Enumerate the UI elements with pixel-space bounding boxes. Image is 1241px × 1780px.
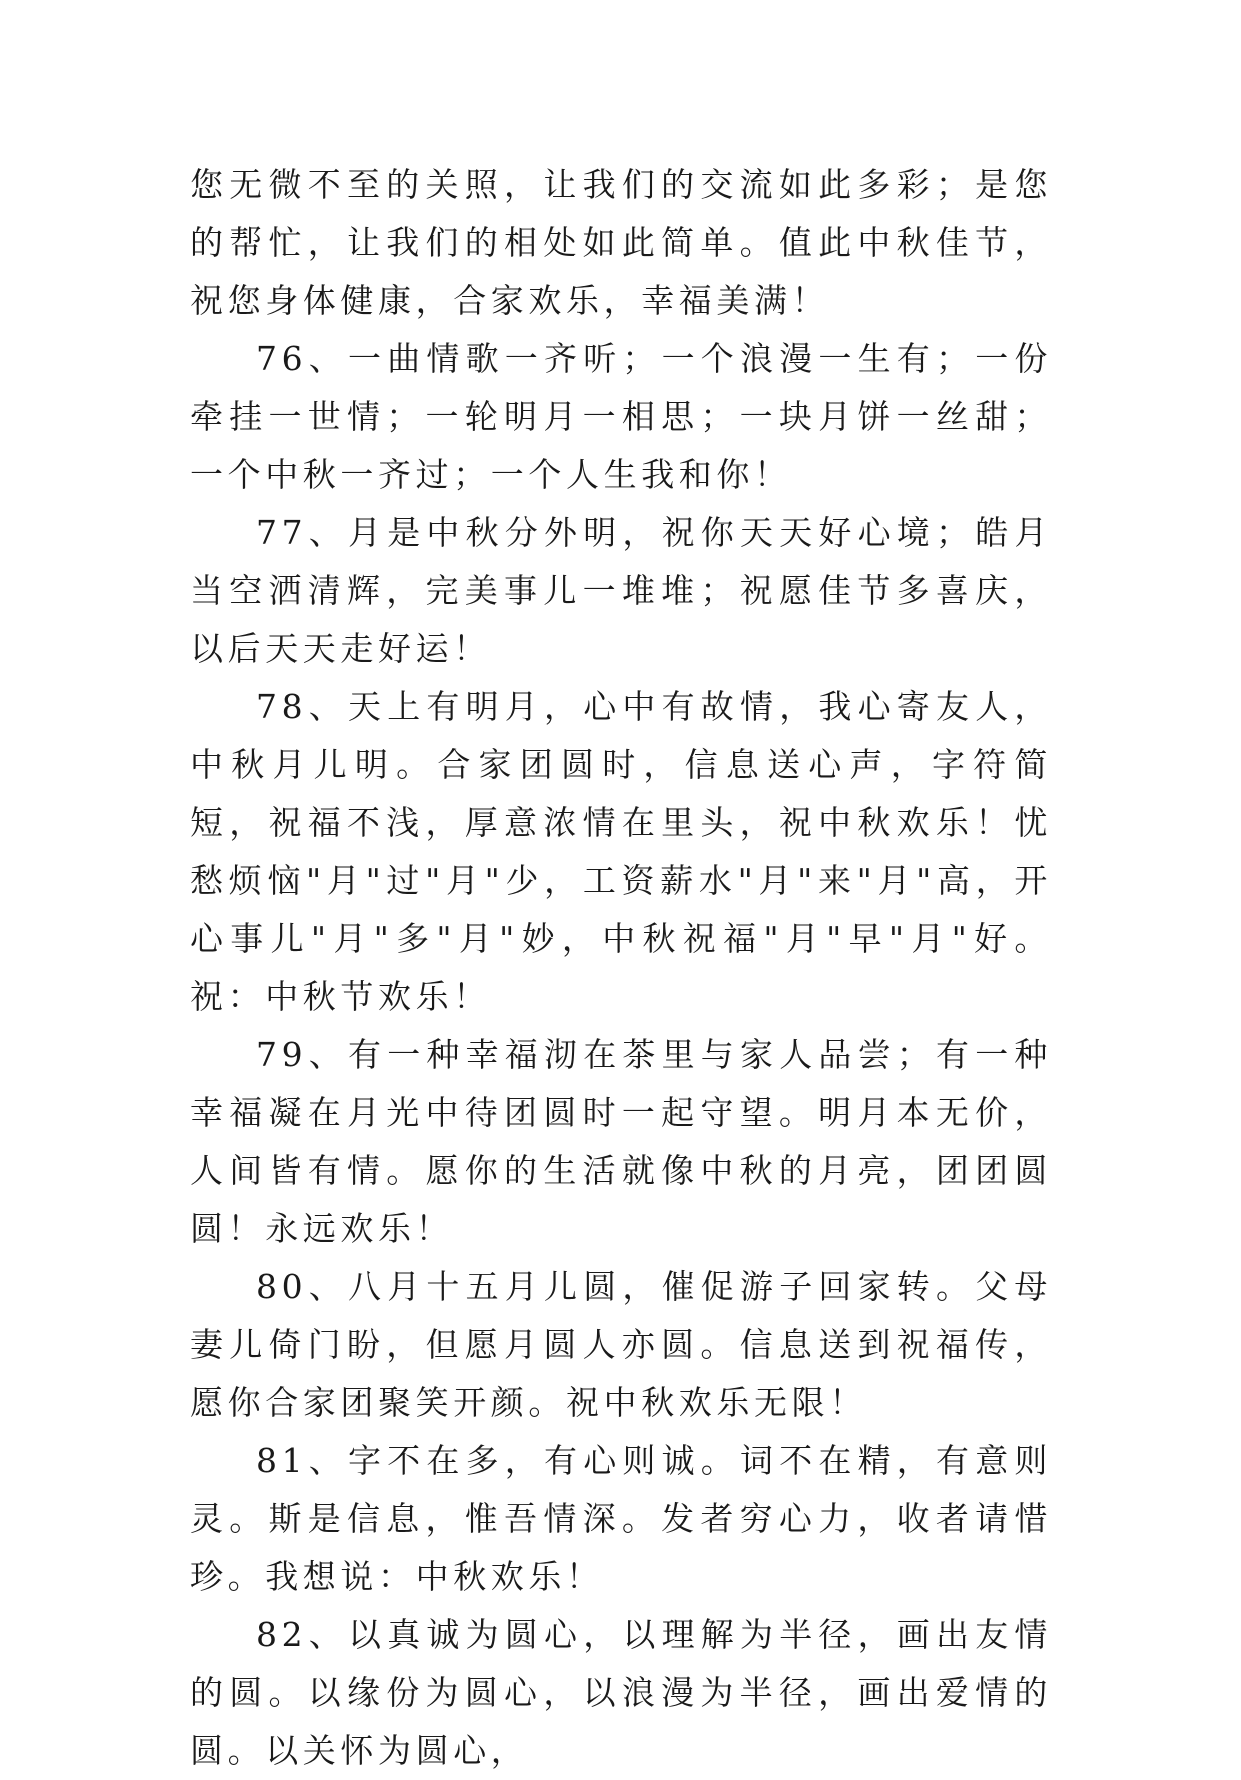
- paragraph-78: 78、天上有明月，心中有故情，我心寄友人，中秋月儿明。合家团圆时，信息送心声，字符简短，祝福不浅，厚意浓情在里头，祝中秋欢乐！忧愁烦恼"月"过"月"少，工资薪水"月"来"月"高，开心事儿"月"多"月"妙，中秋祝福"月"早"月"好。祝：中秋节欢乐！: [190, 687, 1052, 1016]
- paragraph-81: 81、字不在多，有心则诚。词不在精，有意则灵。斯是信息，惟吾情深。发者穷心力，收者请惜珍。我想说：中秋欢乐！: [190, 1441, 1052, 1596]
- paragraph-77: 77、月是中秋分外明，祝你天天好心境；皓月当空洒清辉，完美事儿一堆堆；祝愿佳节多喜庆，以后天天走好运！: [190, 513, 1052, 668]
- paragraph-82: 82、以真诚为圆心，以理解为半径，画出友情的圆。以缘份为圆心，以浪漫为半径，画出爱情的圆。以关怀为圆心，: [190, 1615, 1052, 1770]
- paragraph-continuation: 您无微不至的关照，让我们的交流如此多彩；是您的帮忙，让我们的相处如此简单。值此中秋佳节，祝您身体健康，合家欢乐，幸福美满！: [190, 165, 1052, 320]
- paragraph-79: 79、有一种幸福沏在茶里与家人品尝；有一种幸福凝在月光中待团圆时一起守望。明月本无价，人间皆有情。愿你的生活就像中秋的月亮，团团圆圆！永远欢乐！: [190, 1035, 1052, 1248]
- document-body: [190, 156, 1052, 1780]
- paragraph-76: 76、一曲情歌一齐听；一个浪漫一生有；一份牵挂一世情；一轮明月一相思；一块月饼一丝甜；一个中秋一齐过；一个人生我和你！: [190, 339, 1052, 494]
- paragraph-80: 80、八月十五月儿圆，催促游子回家转。父母妻儿倚门盼，但愿月圆人亦圆。信息送到祝福传，愿你合家团聚笑开颜。祝中秋欢乐无限！: [190, 1267, 1052, 1422]
